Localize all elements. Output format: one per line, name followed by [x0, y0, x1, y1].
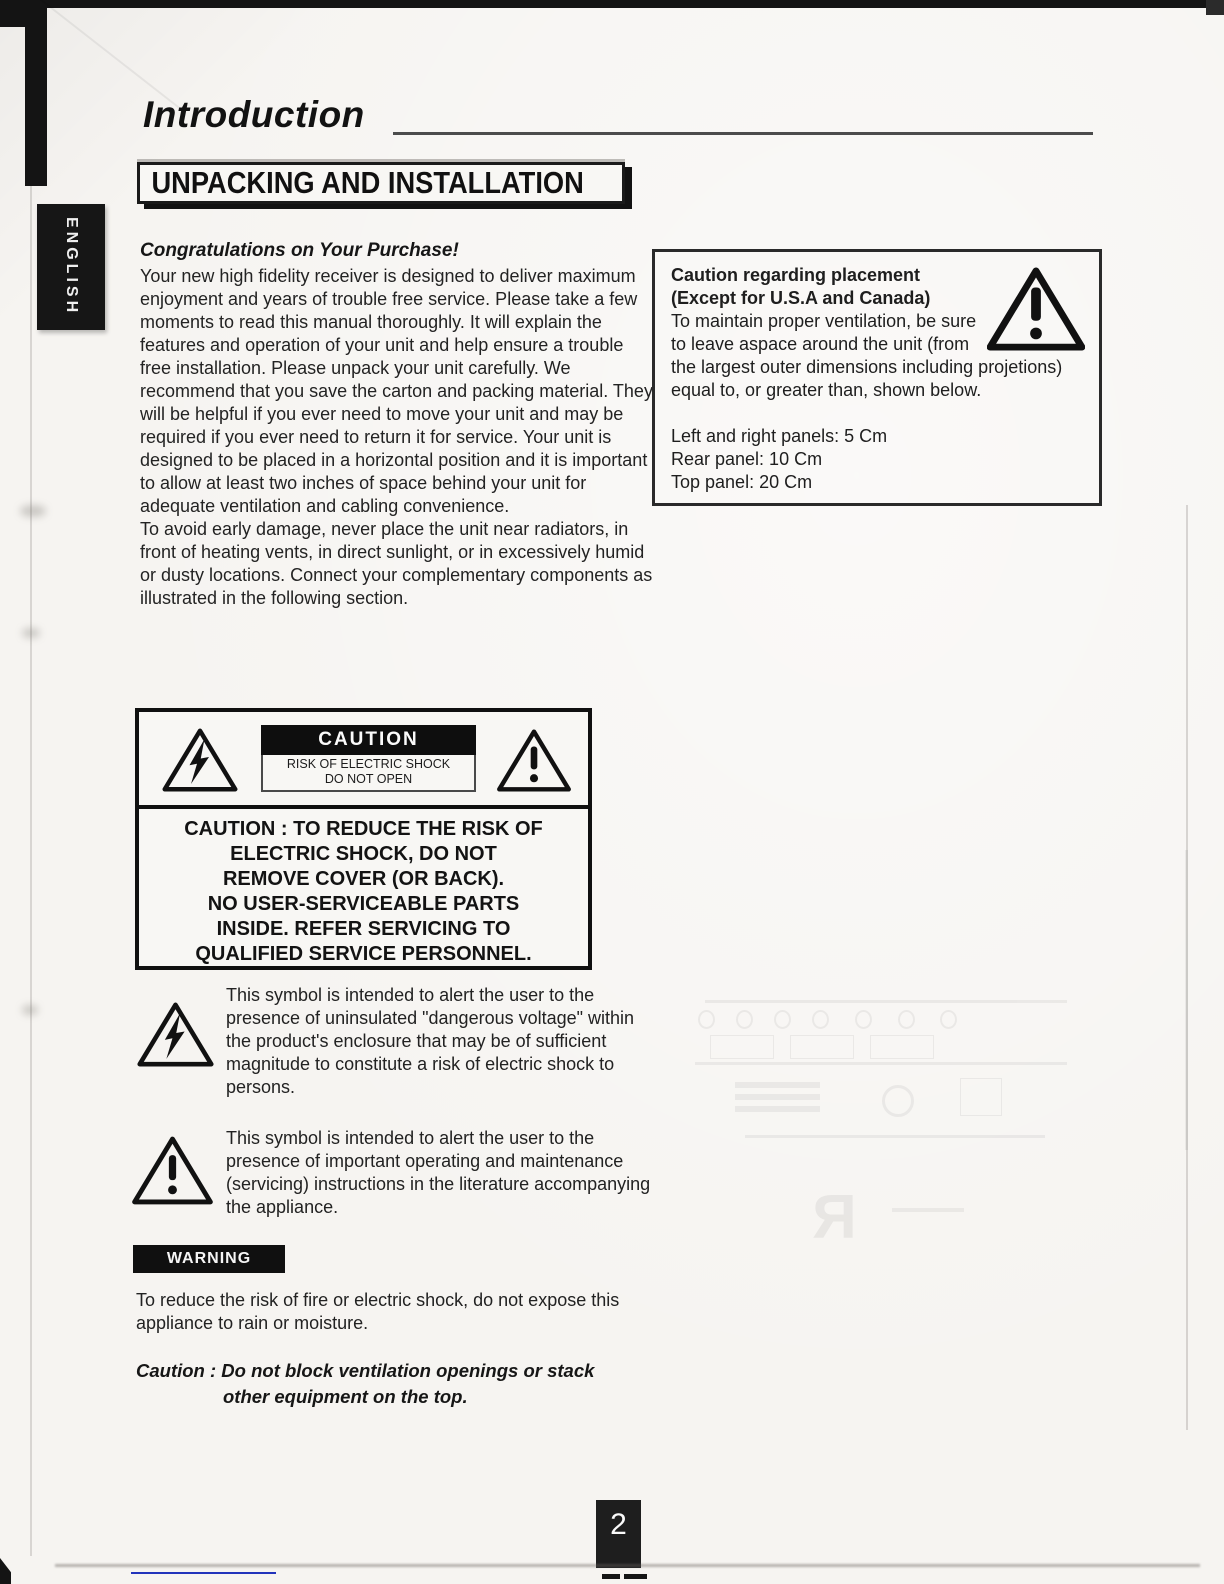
page-number: 2	[596, 1500, 641, 1568]
symbol-note-voltage: This symbol is intended to alert the user to the presence of uninsulated "dangerous voltage" within the product's enclosure that may be of sufficient magnitude to constitute a risk of electric shock to persons.	[226, 985, 635, 1097]
ventilation-caution-line2: other equipment on the top.	[223, 1386, 468, 1407]
scan-corner-blotch	[0, 0, 28, 27]
shock-msg-line: NO USER-SERVICEABLE PARTS	[207, 893, 520, 915]
warning-triangle-icon	[987, 266, 1085, 352]
placement-heading-line1: Caution regarding placement	[671, 265, 921, 285]
shock-box-header	[139, 712, 588, 809]
scan-left-crease	[30, 186, 32, 1556]
placement-caution-box	[652, 249, 1102, 506]
lightning-triangle-icon	[137, 1001, 214, 1068]
scan-bottom-line	[55, 1564, 1200, 1567]
section-header-label: UNPACKING AND INSTALLATION	[151, 165, 584, 200]
reverse-page-bleed-through: R	[640, 850, 1200, 1280]
risk-label	[261, 755, 476, 792]
risk-line-2: DO NOT OPEN	[324, 772, 413, 786]
congrats-heading: Congratulations on Your Purchase!	[140, 240, 459, 261]
scan-fold-line	[29, 0, 180, 109]
language-tab-label: ENGLISH	[63, 217, 80, 317]
lightning-triangle-icon	[162, 727, 238, 793]
scan-bottom-dash	[624, 1574, 647, 1579]
shock-msg-line: ELECTRIC SHOCK, DO NOT	[230, 843, 497, 865]
intro-paragraph-2: To avoid early damage, never place the unit near radiators, in front of heating vents, in direct sunlight, or in excessively humid or dusty locations. Connect your complementary components as illustrated in the following section.	[140, 519, 653, 608]
scan-bottom-dash	[602, 1574, 620, 1579]
electric-shock-caution-box	[135, 708, 592, 970]
risk-line-1: RISK OF ELECTRIC SHOCK	[286, 757, 451, 771]
page-title: Introduction	[143, 94, 365, 135]
scan-corner-mark	[0, 1558, 11, 1584]
placement-heading-line2: (Except for U.S.A and Canada)	[671, 288, 931, 308]
shock-msg-line: REMOVE COVER (OR BACK).	[222, 868, 505, 890]
scan-smudge	[20, 505, 46, 517]
placement-body: To maintain proper ventilation, be sure to leave aspace around the unit (from the largest outer dimensions including projetions) equal to, or greater than, shown below.	[671, 311, 1063, 400]
shock-caution-label-group	[261, 725, 476, 792]
intro-paragraphs	[140, 265, 656, 610]
shock-msg-line: CAUTION : TO REDUCE THE RISK OF	[184, 818, 543, 840]
title-rule	[393, 132, 1093, 135]
warning-body: To reduce the risk of fire or electric shock, do not expose this appliance to rain or moisture.	[136, 1290, 620, 1333]
scan-blue-line	[131, 1572, 276, 1574]
shock-msg-line: INSIDE. REFER SERVICING TO	[216, 918, 511, 940]
exclamation-triangle-icon	[497, 728, 571, 793]
placement-panel-clearances	[671, 425, 1085, 494]
intro-paragraph-1: Your new high fidelity receiver is designed to deliver maximum enjoyment and years of trouble free service. Please take a few moments to read this manual thoroughly. It will explain the features and operation of your unit and help ensure a trouble free installation. Please unpack your unit carefully. We recommend that you save the carton and packing material. They will be helpful if you ever need to move your unit and may be required if you ever need to return it for service. Your unit is designed to be placed in a horizontal position and it is important to allow at least two inches of space behind your unit for adequate ventilation and cabling convenience.	[140, 266, 653, 516]
scan-smudge	[22, 1005, 38, 1015]
scan-left-strip	[25, 0, 47, 186]
shock-warning-message	[139, 809, 588, 967]
language-tab-english	[37, 204, 105, 330]
placement-panel-top: Top panel: 20 Cm	[671, 472, 813, 492]
scan-topright-mark	[1206, 0, 1224, 15]
ventilation-caution-line1: Caution : Do not block ventilation openings or stack	[136, 1360, 595, 1381]
placement-panel-left-right: Left and right panels: 5 Cm	[671, 426, 888, 446]
warning-label-bar: WARNING	[133, 1245, 285, 1273]
scan-top-edge	[0, 0, 1224, 8]
exclamation-triangle-icon	[132, 1135, 213, 1206]
section-header-box	[137, 162, 625, 204]
caution-bar-label: CAUTION	[261, 725, 476, 755]
symbol-note-maintenance: This symbol is intended to alert the user to the presence of important operating and maintenance (servicing) instructions in the literature accompanying the appliance.	[226, 1128, 651, 1217]
placement-panel-rear: Rear panel: 10 Cm	[671, 449, 823, 469]
shock-msg-line: QUALIFIED SERVICE PERSONNEL.	[195, 943, 532, 965]
scan-smudge	[22, 628, 40, 638]
scan-right-crease	[1186, 505, 1188, 1430]
